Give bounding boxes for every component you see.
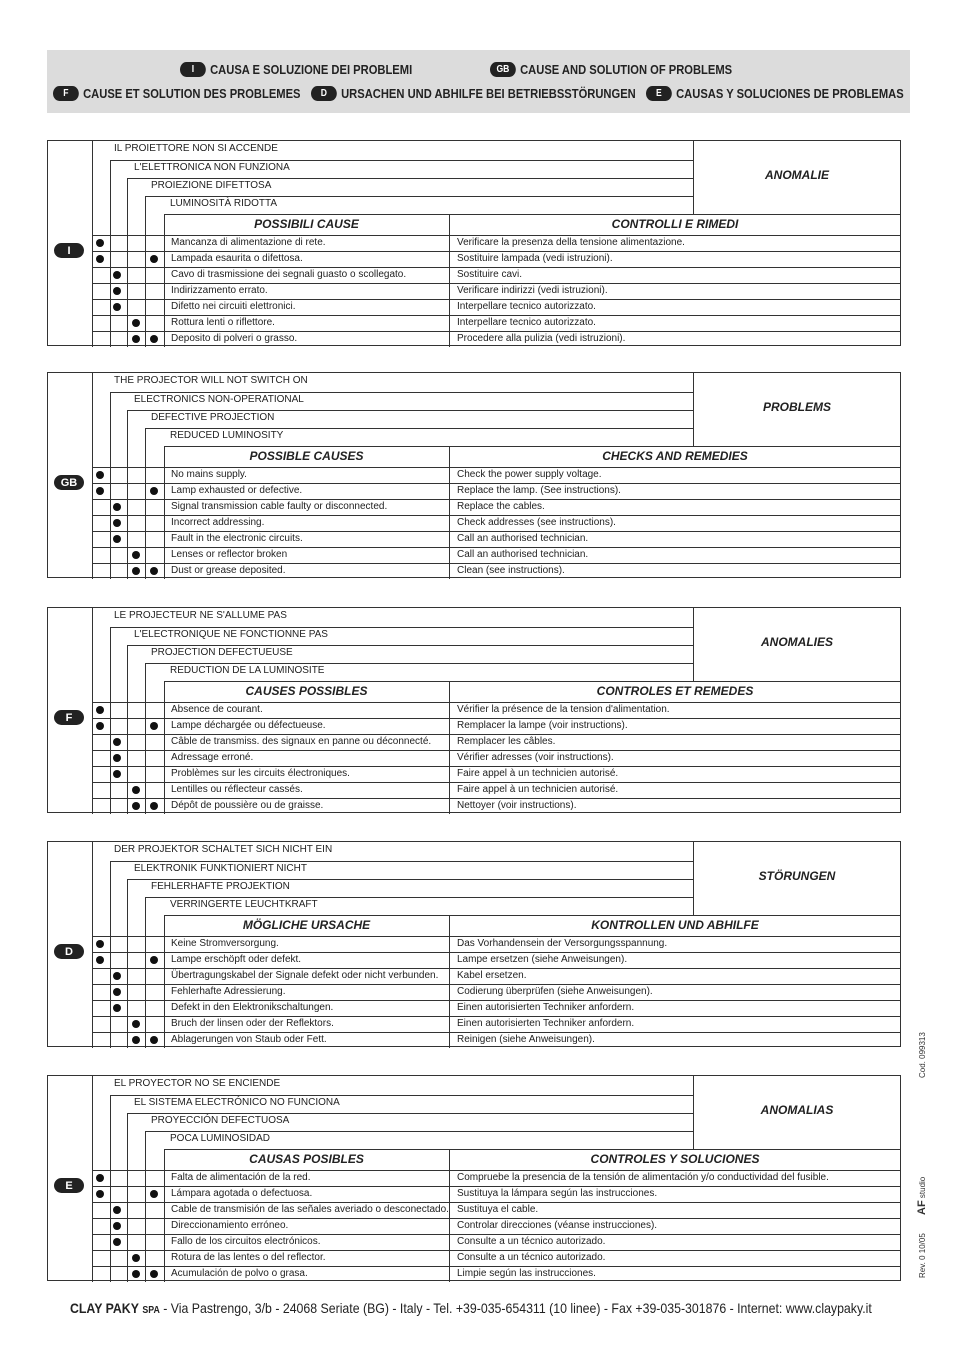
symptom-dot <box>150 1036 158 1044</box>
symptom-dot <box>132 1254 140 1262</box>
header-item-it <box>180 62 412 77</box>
symptom-label: IL PROIETTORE NON SI ACCENDE <box>114 143 278 154</box>
symptom-label: LUMINOSITÀ RIDOTTA <box>170 198 278 209</box>
table-col-line <box>110 1095 111 1282</box>
symptom-dot <box>132 1270 140 1278</box>
symptom-dot <box>113 738 121 746</box>
table-col-line <box>145 196 146 347</box>
address-text: - Via Pastrengo, 3/b - 24068 Seriate (BG) - Italy - Tel. +39-035-654311 (10 linee) - Fax +39-035-301876 - Internet: www.claypaky.it <box>163 1300 872 1316</box>
cause-cell: Deposito di polveri o grasso. <box>171 333 298 344</box>
symptom-label: ELECTRONICS NON-OPERATIONAL <box>134 394 304 405</box>
table-col-line <box>164 1149 165 1282</box>
table-row-line <box>164 915 901 916</box>
table-col-line <box>145 1131 146 1282</box>
table-col-line <box>92 373 93 579</box>
cause-cell: Lampada esaurita o difettosa. <box>171 253 303 264</box>
table-col-line <box>92 608 93 814</box>
cause-cell: Lenses or reflector broken <box>171 549 288 560</box>
causes-header: POSSIBILI CAUSE <box>254 217 359 231</box>
table-e <box>47 1075 901 1281</box>
symptom-label: VERRINGERTE LEUCHTKRAFT <box>170 899 318 910</box>
symptom-label: DEFECTIVE PROJECTION <box>151 412 275 423</box>
symptom-dot <box>96 239 104 247</box>
symptom-label: PROIEZIONE DIFETTOSA <box>151 180 272 191</box>
header-title-it: CAUSA E SOLUZIONE DEI PROBLEMI <box>210 62 413 77</box>
table-row-line <box>164 681 901 682</box>
cause-cell: Absence de courant. <box>171 704 263 715</box>
table-col-line <box>127 410 128 579</box>
lang-badge-it: I <box>180 62 206 77</box>
table-col-line <box>92 1076 93 1282</box>
symptom-dot <box>150 567 158 575</box>
remedies-header: CONTROLES Y SOLUCIONES <box>590 1152 760 1166</box>
anomaly-header: STÖRUNGEN <box>758 869 836 883</box>
remedy-cell: Controlar direcciones (véanse instrucciones). <box>457 1220 658 1231</box>
company-name: CLAY PAKY <box>70 1300 139 1316</box>
symptom-label: REDUCED LUMINOSITY <box>170 430 284 441</box>
symptom-label: EL PROYECTOR NO SE ENCIENDE <box>114 1078 281 1089</box>
symptom-dot <box>96 956 104 964</box>
symptom-dot <box>96 722 104 730</box>
remedy-cell: Einen autorisierten Techniker anfordern. <box>457 1018 635 1029</box>
remedy-cell: Limpie según las instrucciones. <box>457 1268 596 1279</box>
table-col-line <box>145 897 146 1048</box>
cause-cell: Ablagerungen von Staub oder Fett. <box>171 1034 327 1045</box>
remedy-cell: Consulte a un técnico autorizado. <box>457 1236 606 1247</box>
cause-cell: Signal transmission cable faulty or disconnected. <box>171 501 388 512</box>
lang-badge-fr: F <box>53 86 79 101</box>
remedy-cell: Sustituya la lámpara según las instrucciones. <box>457 1188 658 1199</box>
table-col-line <box>164 681 165 814</box>
symptom-label: L'ELETTRONICA NON FUNZIONA <box>134 162 290 173</box>
header-title-fr: CAUSE ET SOLUTION DES PROBLEMES <box>83 86 301 101</box>
anomaly-header: ANOMALIES <box>761 635 833 649</box>
cause-cell: Incorrect addressing. <box>171 517 265 528</box>
causes-header: CAUSAS POSIBLES <box>249 1152 364 1166</box>
table-f <box>47 607 901 813</box>
table-col-line <box>164 446 165 579</box>
causes-header: POSSIBLE CAUSES <box>249 449 364 463</box>
cause-cell: Adressage erroné. <box>171 752 254 763</box>
symptom-dot <box>132 335 140 343</box>
symptom-dot <box>113 972 121 980</box>
table-i <box>47 140 901 346</box>
table-col-line <box>127 1113 128 1282</box>
cause-cell: Cable de transmisión de las señales averiado o desconectado. <box>171 1204 449 1215</box>
symptom-label: ELEKTRONIK FUNKTIONIERT NICHT <box>134 863 307 874</box>
symptom-dot <box>132 786 140 794</box>
lang-badge-gb: GB <box>490 62 516 77</box>
cause-cell: Câble de transmiss. des signaux en panne ou déconnecté. <box>171 736 432 747</box>
remedy-cell: Vérifier adresses (voir instructions). <box>457 752 614 763</box>
table-col-line <box>127 178 128 347</box>
revision: Rev. 0 10/05 <box>918 1233 927 1278</box>
studio-logo-mark: AF <box>916 1200 928 1215</box>
symptom-label: EL SISTEMA ELECTRÓNICO NO FUNCIONA <box>134 1097 340 1108</box>
symptom-dot <box>113 287 121 295</box>
remedy-cell: Remplacer la lampe (voir instructions). <box>457 720 628 731</box>
symptom-dot <box>113 1238 121 1246</box>
header-title-de: URSACHEN UND ABHILFE BEI BETRIEBSSTÖRUNGEN <box>341 86 636 101</box>
table-col-line <box>110 627 111 814</box>
table-col-line <box>164 214 165 347</box>
cause-cell: Fehlerhafte Adressierung. <box>171 986 286 997</box>
table-col-line <box>127 645 128 814</box>
symptom-dot <box>150 487 158 495</box>
cause-cell: Lampe erschöpft oder defekt. <box>171 954 302 965</box>
table-col-line <box>449 446 450 579</box>
table-col-line <box>164 915 165 1048</box>
symptom-dot <box>96 1174 104 1182</box>
cause-cell: Lamp exhausted or defective. <box>171 485 303 496</box>
symptom-dot <box>113 519 121 527</box>
company-spa: SPA <box>142 1305 160 1316</box>
remedy-cell: Sostituire lampada (vedi istruzioni). <box>457 253 613 264</box>
remedy-cell: Call an authorised technician. <box>457 549 589 560</box>
table-col-line <box>449 681 450 814</box>
symptom-dot <box>150 255 158 263</box>
lang-badge: I <box>54 243 84 258</box>
table-col-line <box>110 160 111 347</box>
cause-cell: Difetto nei circuiti elettronici. <box>171 301 296 312</box>
remedy-cell: Replace the lamp. (See instructions). <box>457 485 621 496</box>
symptom-dot <box>113 503 121 511</box>
remedy-cell: Check addresses (see instructions). <box>457 517 616 528</box>
remedy-cell: Remplacer les câbles. <box>457 736 556 747</box>
symptom-dot <box>113 303 121 311</box>
cause-cell: Lampe déchargée ou défectueuse. <box>171 720 326 731</box>
anomaly-header: ANOMALIE <box>765 168 829 182</box>
symptom-dot <box>113 271 121 279</box>
header-band <box>47 50 910 113</box>
symptom-dot <box>96 1190 104 1198</box>
footer-address <box>70 1300 872 1316</box>
remedy-cell: Sustituya el cable. <box>457 1204 539 1215</box>
cause-cell: No mains supply. <box>171 469 247 480</box>
remedy-cell: Replace the cables. <box>457 501 545 512</box>
cause-cell: Fault in the electronic circuits. <box>171 533 303 544</box>
symptom-dot <box>96 255 104 263</box>
lang-badge: D <box>54 944 84 959</box>
studio-logo-text: studio <box>918 1176 927 1199</box>
table-row-line <box>164 214 901 215</box>
symptom-label: THE PROJECTOR WILL NOT SWITCH ON <box>114 375 308 386</box>
remedy-cell: Vérifier la présence de la tension d'alimentation. <box>457 704 670 715</box>
remedy-cell: Faire appel à un technicien autorisé. <box>457 784 619 795</box>
symptom-dot <box>113 1222 121 1230</box>
symptom-label: REDUCTION DE LA LUMINOSITE <box>170 665 325 676</box>
symptom-label: FEHLERHAFTE PROJEKTION <box>151 881 290 892</box>
table-col-line <box>449 1149 450 1282</box>
table-col-line <box>145 428 146 579</box>
cause-cell: Mancanza di alimentazione di rete. <box>171 237 326 248</box>
symptom-label: LE PROJECTEUR NE S'ALLUME PAS <box>114 610 287 621</box>
cause-cell: Problèmes sur les circuits électroniques. <box>171 768 350 779</box>
header-item-es <box>646 86 904 101</box>
cause-cell: Keine Stromversorgung. <box>171 938 279 949</box>
cause-cell: Dépôt de poussière ou de graisse. <box>171 800 324 811</box>
remedy-cell: Consulte a un técnico autorizado. <box>457 1252 606 1263</box>
symptom-label: PROJECTION DEFECTUEUSE <box>151 647 293 658</box>
table-col-line <box>92 842 93 1048</box>
symptom-dot <box>150 956 158 964</box>
remedy-cell: Codierung überprüfen (siehe Anweisungen). <box>457 986 653 997</box>
symptom-dot <box>132 1036 140 1044</box>
symptom-dot <box>132 551 140 559</box>
symptom-label: DER PROJEKTOR SCHALTET SICH NICHT EIN <box>114 844 333 855</box>
lang-badge: F <box>54 710 84 725</box>
cause-cell: Defekt in den Elektronikschaltungen. <box>171 1002 334 1013</box>
remedy-cell: Verificare la presenza della tensione alimentazione. <box>457 237 685 248</box>
remedies-header: CONTROLLI E RIMEDI <box>611 217 739 231</box>
table-row-line <box>164 446 901 447</box>
cause-cell: Fallo de los circuitos electrónicos. <box>171 1236 321 1247</box>
cause-cell: Übertragungskabel der Signale defekt oder nicht verbunden. <box>171 970 439 981</box>
symptom-dot <box>150 722 158 730</box>
cause-cell: Bruch der linsen oder der Reflektors. <box>171 1018 334 1029</box>
cause-cell: Falta de alimentación de la red. <box>171 1172 311 1183</box>
symptom-dot <box>113 988 121 996</box>
symptom-dot <box>96 706 104 714</box>
symptom-label: L'ELECTRONIQUE NE FONCTIONNE PAS <box>134 629 328 640</box>
remedy-cell: Faire appel à un technicien autorisé. <box>457 768 619 779</box>
symptom-dot <box>150 802 158 810</box>
table-row-line <box>164 1149 901 1150</box>
symptom-dot <box>113 535 121 543</box>
symptom-dot <box>96 487 104 495</box>
remedy-cell: Procedere alla pulizia (vedi istruzioni). <box>457 333 626 344</box>
remedy-cell: Compruebe la presencia de la tensión de alimentación y/o conductividad del fusible. <box>457 1172 829 1183</box>
symptom-dot <box>96 940 104 948</box>
cause-cell: Lentilles ou réflecteur cassés. <box>171 784 303 795</box>
symptom-dot <box>150 1190 158 1198</box>
header-title-gb: CAUSE AND SOLUTION OF PROBLEMS <box>520 62 733 77</box>
lang-badge: GB <box>54 475 84 490</box>
remedy-cell: Lampe ersetzen (siehe Anweisungen). <box>457 954 628 965</box>
symptom-dot <box>150 1270 158 1278</box>
symptom-dot <box>132 567 140 575</box>
header-title-es: CAUSAS Y SOLUCIONES DE PROBLEMAS <box>676 86 904 101</box>
remedy-cell: Interpellare tecnico autorizzato. <box>457 301 596 312</box>
remedy-cell: Kabel ersetzen. <box>457 970 527 981</box>
symptom-dot <box>113 770 121 778</box>
header-item-gb <box>490 62 732 77</box>
causes-header: CAUSES POSSIBLES <box>245 684 368 698</box>
remedies-header: CHECKS AND REMEDIES <box>602 449 748 463</box>
causes-header: MÖGLICHE URSACHE <box>242 918 371 932</box>
table-col-line <box>127 879 128 1048</box>
symptom-dot <box>96 471 104 479</box>
table-col-line <box>110 392 111 579</box>
table-gb <box>47 372 901 578</box>
lang-badge-es: E <box>646 86 672 101</box>
remedy-cell: Reinigen (siehe Anweisungen). <box>457 1034 595 1045</box>
remedy-cell: Nettoyer (voir instructions). <box>457 800 577 811</box>
remedy-cell: Einen autorisierten Techniker anfordern. <box>457 1002 635 1013</box>
table-col-line <box>145 663 146 814</box>
symptom-dot <box>132 802 140 810</box>
remedy-cell: Verificare indirizzi (vedi istruzioni). <box>457 285 608 296</box>
symptom-dot <box>113 754 121 762</box>
header-item-fr <box>53 86 301 101</box>
symptom-dot <box>150 335 158 343</box>
remedies-header: CONTROLES ET REMEDES <box>596 684 754 698</box>
cause-cell: Indirizzamento errato. <box>171 285 268 296</box>
cause-cell: Direccionamiento erróneo. <box>171 1220 289 1231</box>
studio-logo <box>916 1177 928 1215</box>
table-d <box>47 841 901 1047</box>
cause-cell: Cavo di trasmissione dei segnali guasto o scollegato. <box>171 269 407 280</box>
cause-cell: Rottura lenti o riflettore. <box>171 317 275 328</box>
table-col-line <box>449 214 450 347</box>
lang-badge-de: D <box>311 86 337 101</box>
symptom-dot <box>113 1004 121 1012</box>
table-col-line <box>449 915 450 1048</box>
remedy-cell: Sostituire cavi. <box>457 269 523 280</box>
doc-code: Cod. 099313 <box>918 1032 927 1078</box>
remedy-cell: Clean (see instructions). <box>457 565 565 576</box>
symptom-label: POCA LUMINOSIDAD <box>170 1133 271 1144</box>
cause-cell: Lámpara agotada o defectuosa. <box>171 1188 313 1199</box>
remedy-cell: Das Vorhandensein der Versorgungsspannung. <box>457 938 668 949</box>
lang-badge: E <box>54 1178 84 1193</box>
cause-cell: Rotura de las lentes o del reflector. <box>171 1252 326 1263</box>
table-col-line <box>92 141 93 347</box>
remedies-header: KONTROLLEN UND ABHILFE <box>591 918 759 932</box>
anomaly-header: PROBLEMS <box>762 400 831 414</box>
symptom-label: PROYECCIÓN DEFECTUOSA <box>151 1115 290 1126</box>
remedy-cell: Interpellare tecnico autorizzato. <box>457 317 596 328</box>
cause-cell: Dust or grease deposited. <box>171 565 286 576</box>
anomaly-header: ANOMALIAS <box>760 1103 834 1117</box>
header-item-de <box>311 86 636 101</box>
table-col-line <box>110 861 111 1048</box>
symptom-dot <box>132 319 140 327</box>
cause-cell: Acumulación de polvo o grasa. <box>171 1268 308 1279</box>
symptom-dot <box>132 1020 140 1028</box>
symptom-dot <box>113 1206 121 1214</box>
remedy-cell: Call an authorised technician. <box>457 533 589 544</box>
remedy-cell: Check the power supply voltage. <box>457 469 602 480</box>
